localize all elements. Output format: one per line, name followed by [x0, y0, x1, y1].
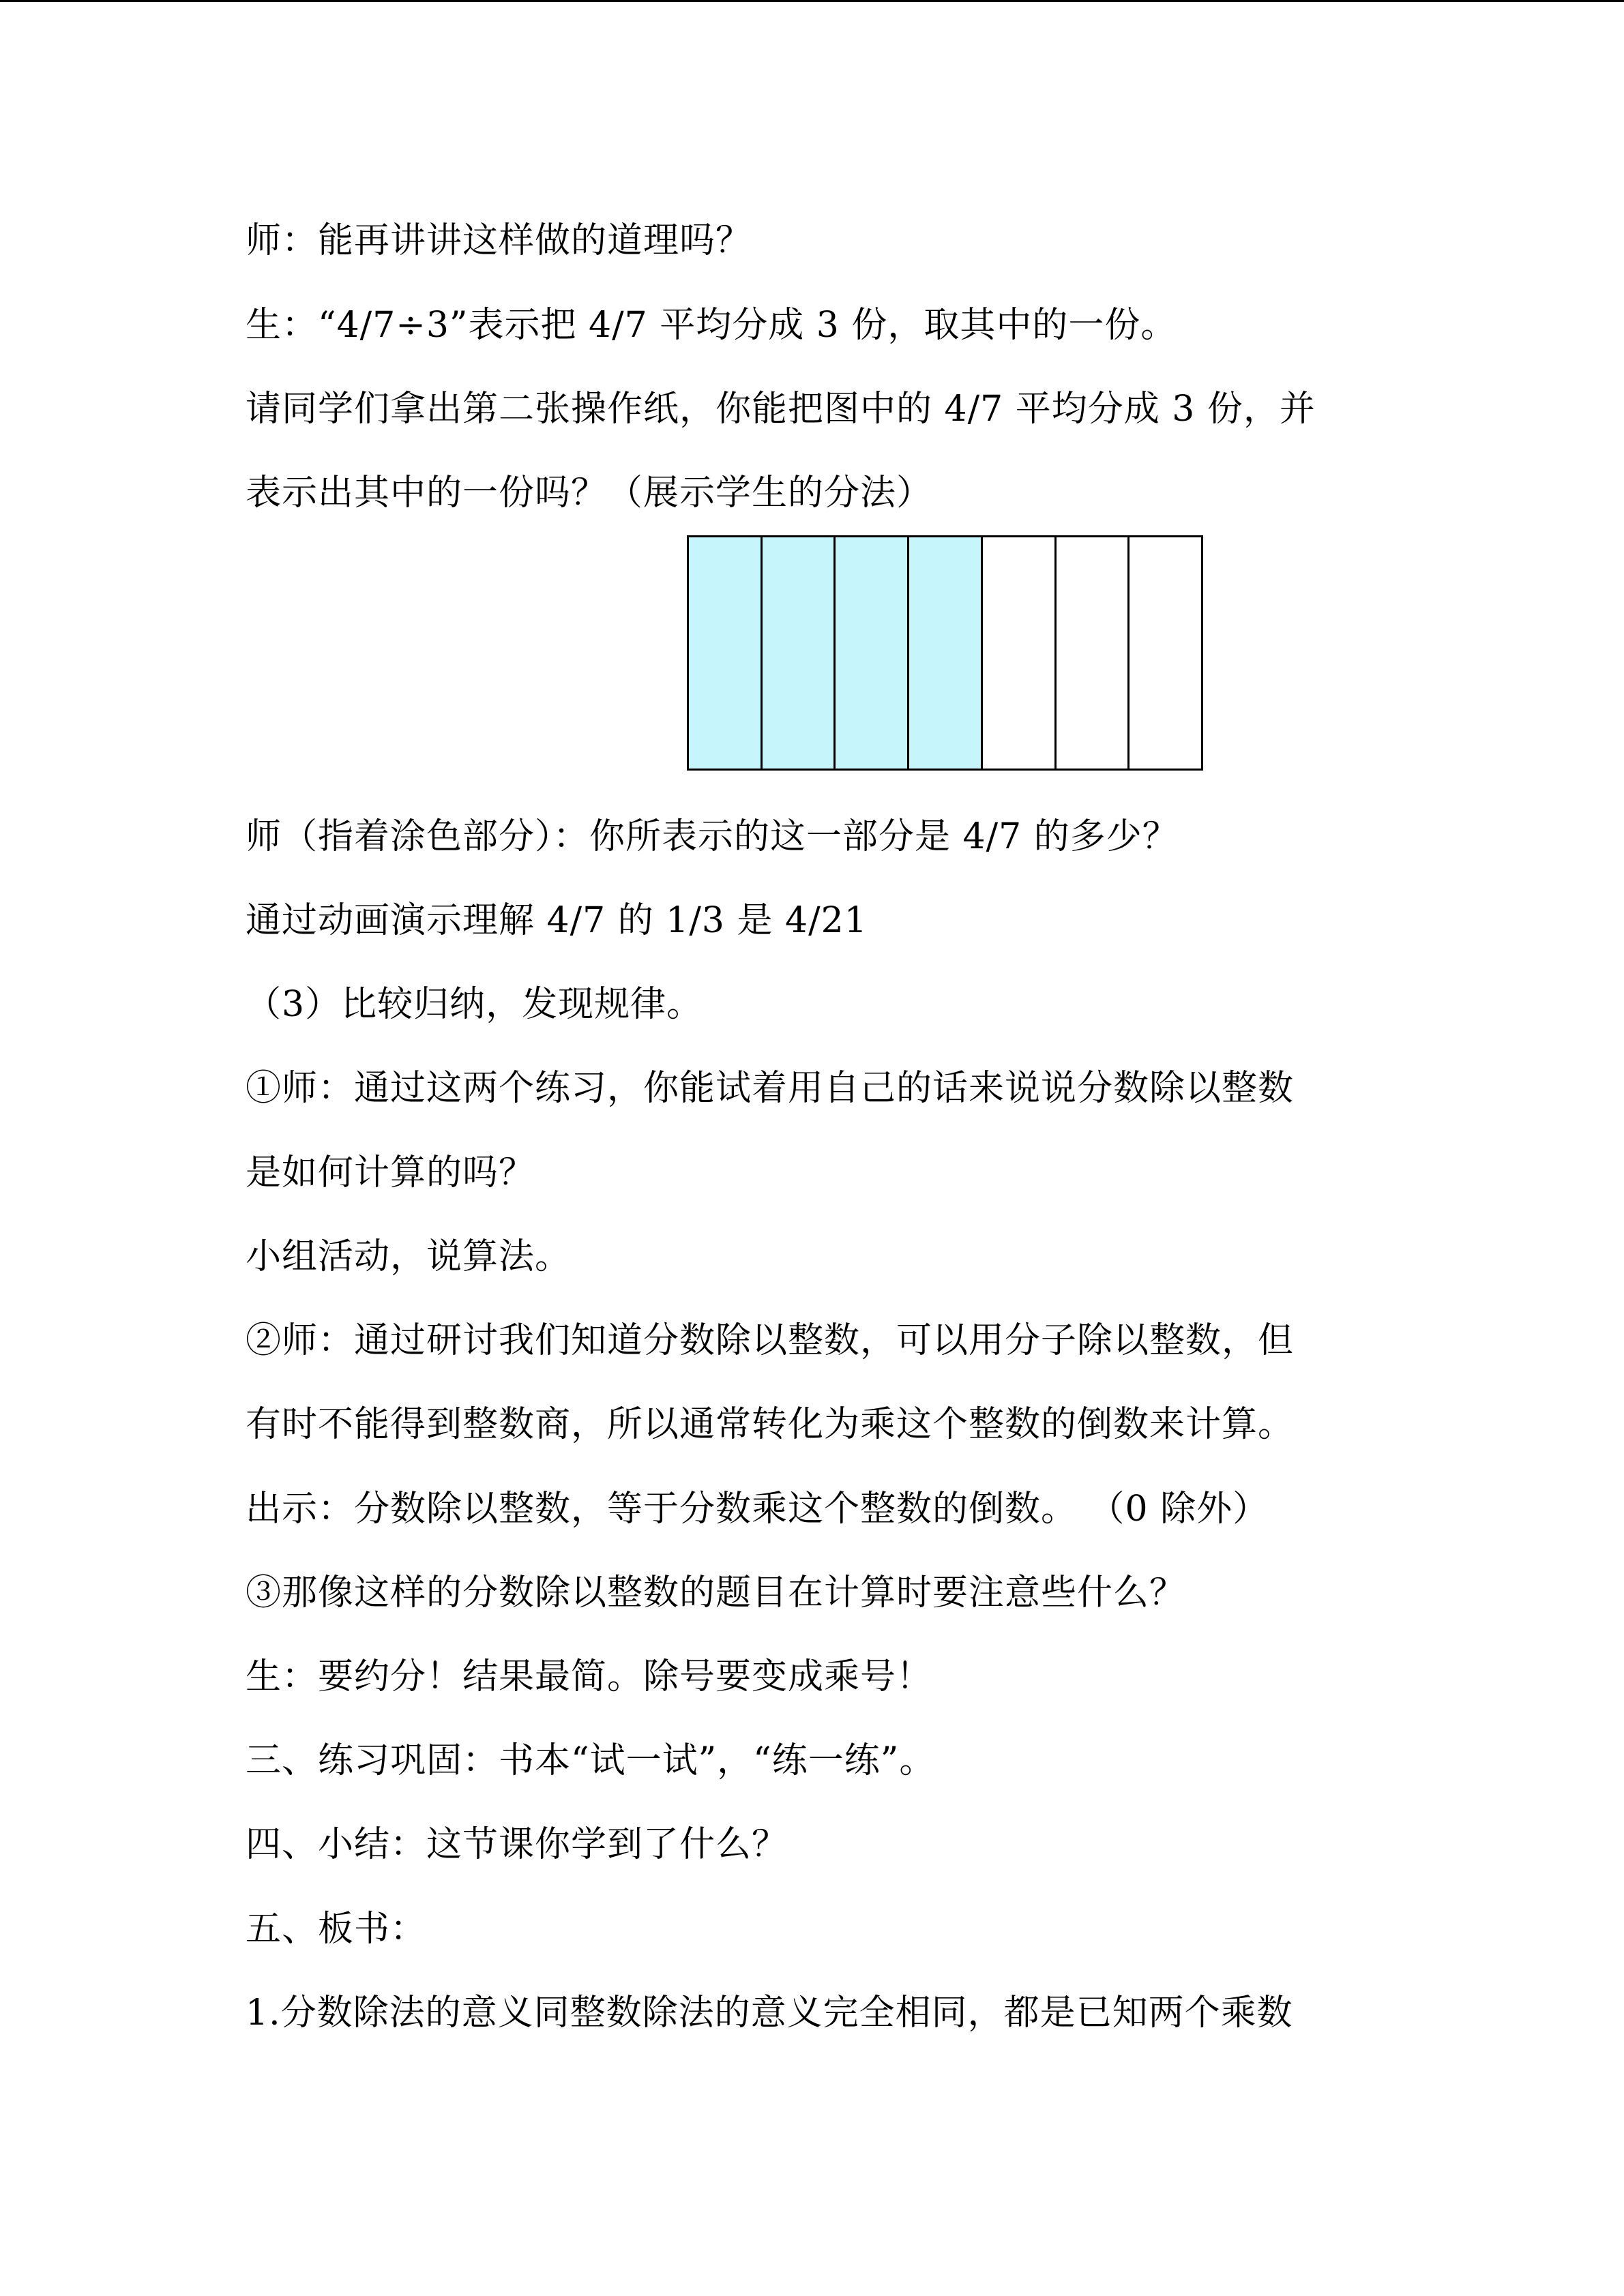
- text-line-2: 生：“4/7÷3”表示把 4/7 平均分成 3 份，取其中的一份。: [246, 305, 1177, 346]
- diagram-cell-2: [763, 537, 836, 769]
- text-line-7: （3）比较归纳，发现规律。: [246, 984, 703, 1025]
- text-line-18: 五、板书：: [246, 1909, 427, 1950]
- diagram-cell-3: [836, 537, 909, 769]
- text-line-3: 请同学们拿出第二张操作纸，你能把图中的 4/7 平均分成 3 份，并: [246, 389, 1316, 430]
- text-line-14: ③那像这样的分数除以整数的题目在计算时要注意些什么？: [246, 1572, 1186, 1613]
- diagram-cell-5: [983, 537, 1057, 769]
- text-line-12: 有时不能得到整数商，所以通常转化为乘这个整数的倒数来计算。: [246, 1404, 1295, 1445]
- page-top-border: [0, 0, 1624, 2]
- text-line-6: 通过动画演示理解 4/7 的 1/3 是 4/21: [246, 900, 868, 941]
- text-line-11: ②师：通过研讨我们知道分数除以整数，可以用分子除以整数，但: [246, 1320, 1295, 1361]
- text-line-10: 小组活动，说算法。: [246, 1236, 572, 1277]
- text-line-13: 出示：分数除以整数，等于分数乘这个整数的倒数。 （0 除外）: [246, 1489, 1269, 1530]
- fraction-diagram: [687, 535, 1203, 771]
- diagram-cell-6: [1057, 537, 1130, 769]
- text-line-15: 生：要约分！结果最简。除号要变成乘号！: [246, 1656, 933, 1697]
- diagram-cell-4: [909, 537, 983, 769]
- text-line-4: 表示出其中的一份吗？（展示学生的分法）: [246, 473, 933, 513]
- text-line-9: 是如何计算的吗？: [246, 1152, 535, 1193]
- text-line-17: 四、小结：这节课你学到了什么？: [246, 1824, 788, 1865]
- text-line-19: 1.分数除法的意义同整数除法的意义完全相同，都是已知两个乘数: [246, 1993, 1293, 2033]
- text-line-5: 师（指着涂色部分）：你所表示的这一部分是 4/7 的多少？: [246, 816, 1179, 857]
- text-line-16: 三、练习巩固：书本“试一试”，“练一练”。: [246, 1740, 936, 1781]
- text-line-1: 师：能再讲讲这样做的道理吗？: [246, 220, 752, 261]
- diagram-cell-1: [689, 537, 763, 769]
- diagram-cell-7: [1130, 537, 1201, 769]
- text-line-8: ①师：通过这两个练习，你能试着用自己的话来说说分数除以整数: [246, 1068, 1295, 1109]
